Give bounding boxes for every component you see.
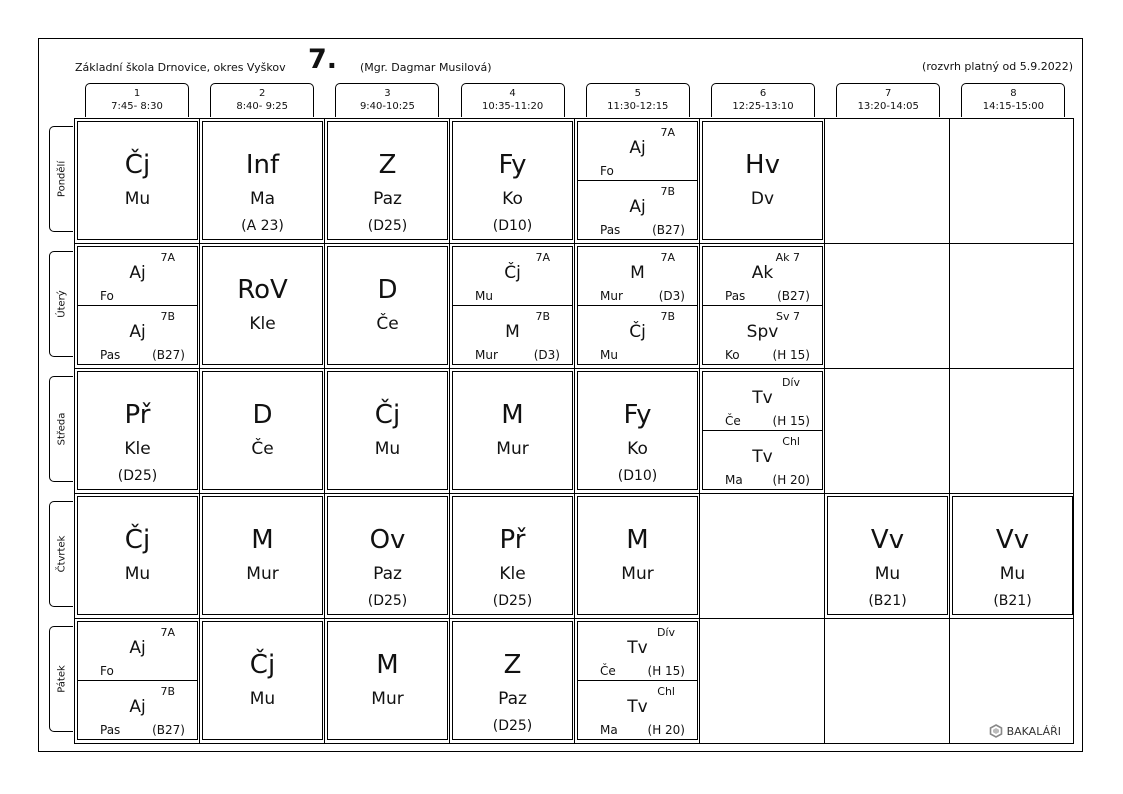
room: (B27) <box>777 289 810 303</box>
grid-column-line <box>699 119 700 743</box>
teacher: Mu <box>600 348 618 362</box>
subject: Aj <box>129 638 146 658</box>
subject: Čj <box>124 150 151 180</box>
room: (B27) <box>152 348 185 362</box>
room: (D3) <box>658 289 685 303</box>
teacher: Mur <box>621 564 654 584</box>
period-time: 9:40-10:25 <box>359 101 415 112</box>
lesson-cell[interactable] <box>452 621 573 740</box>
day-label-4 <box>49 501 73 607</box>
group-lesson <box>703 306 822 364</box>
teacher: Mu <box>874 564 901 584</box>
group-lesson <box>578 247 697 305</box>
lesson-cell[interactable] <box>577 371 698 490</box>
period-time: 7:45- 8:30 <box>111 101 163 112</box>
lesson-cell[interactable] <box>952 496 1073 615</box>
teacher: Kle <box>124 439 151 459</box>
teacher: Fo <box>600 164 614 178</box>
teacher: Če <box>600 664 616 678</box>
room: (B21) <box>868 593 907 609</box>
subject: Čj <box>124 525 151 555</box>
teacher: Če <box>376 314 399 334</box>
group-lesson <box>453 306 572 364</box>
group-lesson <box>78 681 197 739</box>
subject: M <box>505 322 520 342</box>
teacher: Mur <box>496 439 529 459</box>
lesson-cell[interactable] <box>577 496 698 615</box>
teacher: Dv <box>750 189 775 209</box>
teacher: Pas <box>100 348 121 362</box>
period-number: 5 <box>634 88 641 99</box>
day-label-5 <box>49 626 73 732</box>
teacher: Mur <box>371 689 404 709</box>
school-name: Základní škola Drnovice, okres Vyškov <box>75 61 286 74</box>
subject: Z <box>503 650 522 680</box>
room: (B21) <box>993 593 1032 609</box>
day-name: Středa <box>56 412 67 446</box>
lesson-cell[interactable] <box>702 121 823 240</box>
teacher: Ma <box>600 723 618 737</box>
grid-column-line <box>574 119 575 743</box>
day-name: Pátek <box>56 665 67 693</box>
group-label: 7B <box>660 310 675 323</box>
subject: Aj <box>629 197 646 217</box>
teacher: Ma <box>249 189 276 209</box>
teacher: Ko <box>725 348 740 362</box>
group-lesson <box>703 247 822 305</box>
teacher: Mu <box>124 189 151 209</box>
period-number: 7 <box>885 88 892 99</box>
teacher: Ko <box>627 439 648 459</box>
teacher: Pas <box>600 223 621 237</box>
subject: Tv <box>627 638 648 658</box>
period-time: 13:20-14:05 <box>857 101 919 112</box>
subject: Ak <box>751 263 774 283</box>
period-number: 1 <box>133 88 141 99</box>
teacher: Fo <box>100 289 114 303</box>
teacher: Mu <box>374 439 401 459</box>
subject: Čj <box>374 400 401 430</box>
split-lesson-cell[interactable] <box>452 246 573 365</box>
period-time: 8:40- 9:25 <box>236 101 289 112</box>
teacher: Če <box>251 439 274 459</box>
subject: M <box>376 650 399 680</box>
group-lesson <box>78 622 197 680</box>
grid-column-line <box>199 119 200 743</box>
grid-row-line <box>75 493 1073 494</box>
timetable-grid <box>74 118 1074 744</box>
room: (B27) <box>652 223 685 237</box>
lesson-cell[interactable] <box>202 496 323 615</box>
subject: Vv <box>995 525 1030 555</box>
teacher: Paz <box>373 564 402 584</box>
brand-label: BAKALÁŘI <box>1006 724 1061 738</box>
grid-column-line <box>824 119 825 743</box>
teacher: Mur <box>600 289 623 303</box>
room: (A 23) <box>241 218 284 234</box>
subject: Čj <box>504 263 521 283</box>
lesson-cell[interactable] <box>452 496 573 615</box>
group-lesson <box>578 681 697 739</box>
lesson-cell[interactable] <box>327 246 448 365</box>
group-label: 7B <box>535 310 550 323</box>
grid-row-line <box>75 368 1073 369</box>
period-time: 11:30-12:15 <box>607 101 669 112</box>
lesson-cell[interactable] <box>202 621 323 740</box>
teacher: Kle <box>249 314 276 334</box>
room: (D3) <box>533 348 560 362</box>
lesson-cell[interactable] <box>327 371 448 490</box>
group-lesson <box>78 247 197 305</box>
split-lesson-cell[interactable] <box>577 121 698 240</box>
split-lesson-cell[interactable] <box>702 246 823 365</box>
group-lesson <box>578 122 697 180</box>
period-header-3 <box>335 83 439 117</box>
period-time: 14:15-15:00 <box>982 101 1045 112</box>
day-label-2 <box>49 251 73 357</box>
group-label: 7A <box>160 626 175 639</box>
subject: D <box>377 275 398 305</box>
split-lesson-cell[interactable] <box>702 371 823 490</box>
period-header-8 <box>961 83 1065 117</box>
period-number: 3 <box>384 88 391 99</box>
teacher: Mur <box>475 348 498 362</box>
day-label-3 <box>49 376 73 482</box>
grid-row-line <box>75 618 1073 619</box>
period-header-2 <box>210 83 314 117</box>
teacher: Ma <box>725 473 743 487</box>
grid-row-line <box>75 243 1073 244</box>
teacher: Paz <box>498 689 527 709</box>
period-time: 10:35-11:20 <box>481 101 544 112</box>
lesson-cell[interactable] <box>327 621 448 740</box>
period-number: 8 <box>1010 88 1017 99</box>
group-label: Sv 7 <box>776 310 800 323</box>
period-header-5 <box>586 83 690 117</box>
class-teacher: (Mgr. Dagmar Musilová) <box>360 61 492 74</box>
grid-column-line <box>449 119 450 743</box>
lesson-cell[interactable] <box>327 121 448 240</box>
lesson-cell[interactable] <box>77 496 198 615</box>
teacher: Če <box>725 414 741 428</box>
subject: Čj <box>629 322 646 342</box>
subject: RoV <box>237 275 288 305</box>
group-lesson <box>703 372 822 430</box>
group-lesson <box>578 622 697 680</box>
period-header-6 <box>711 83 815 117</box>
group-label: 7B <box>660 185 675 198</box>
subject: Fy <box>623 400 652 430</box>
room: (H 20) <box>772 473 810 487</box>
room: (H 15) <box>772 348 810 362</box>
subject: Vv <box>870 525 905 555</box>
group-label: Chl <box>782 435 800 448</box>
subject: Z <box>378 150 397 180</box>
room: (D10) <box>617 468 658 484</box>
subject: Př <box>499 525 526 555</box>
day-name: Úterý <box>56 290 67 318</box>
bakalari-logo <box>989 724 1061 738</box>
teacher: Mu <box>124 564 151 584</box>
subject: Hv <box>745 150 780 180</box>
validity-date: (rozvrh platný od 5.9.2022) <box>922 60 1073 73</box>
lesson-cell[interactable] <box>202 121 323 240</box>
teacher: Mu <box>249 689 276 709</box>
teacher: Pas <box>725 289 746 303</box>
lesson-cell[interactable] <box>452 371 573 490</box>
subject: M <box>630 263 645 283</box>
lesson-cell[interactable] <box>827 496 948 615</box>
room: (H 15) <box>772 414 810 428</box>
group-label: 7A <box>160 251 175 264</box>
room: (D25) <box>117 468 158 484</box>
subject: Tv <box>752 447 773 467</box>
room: (D25) <box>492 718 533 734</box>
grid-column-line <box>324 119 325 743</box>
period-number: 6 <box>759 88 767 99</box>
subject: M <box>251 525 274 555</box>
subject: Tv <box>752 388 773 408</box>
subject: Spv <box>746 322 779 342</box>
subject: Čj <box>249 650 276 680</box>
period-time: 12:25-13:10 <box>732 101 794 112</box>
subject: Ov <box>369 525 406 555</box>
group-lesson <box>78 306 197 364</box>
period-number: 4 <box>509 88 516 99</box>
group-label: Dív <box>781 376 800 389</box>
day-label-1 <box>49 126 73 232</box>
lesson-cell[interactable] <box>77 371 198 490</box>
day-name: Čtvrtek <box>56 535 67 573</box>
subject: Aj <box>129 322 146 342</box>
lesson-cell[interactable] <box>77 121 198 240</box>
teacher: Mu <box>475 289 493 303</box>
teacher: Paz <box>373 189 402 209</box>
lesson-cell[interactable] <box>202 371 323 490</box>
teacher: Pas <box>100 723 121 737</box>
room: (H 15) <box>647 664 685 678</box>
subject: Fy <box>498 150 527 180</box>
room: (H 20) <box>647 723 685 737</box>
group-lesson <box>453 247 572 305</box>
split-lesson-cell[interactable] <box>77 621 198 740</box>
group-label: 7A <box>660 251 675 264</box>
period-header-7 <box>836 83 940 117</box>
teacher: Ko <box>502 189 523 209</box>
room: (D10) <box>492 218 533 234</box>
period-header-4 <box>461 83 565 117</box>
teacher: Kle <box>499 564 526 584</box>
class-name: 7. <box>308 44 338 75</box>
bakalari-logo-icon <box>989 724 1003 738</box>
lesson-cell[interactable] <box>452 121 573 240</box>
room: (D25) <box>492 593 533 609</box>
group-label: 7B <box>160 310 175 323</box>
lesson-cell[interactable] <box>327 496 448 615</box>
subject: Tv <box>627 697 648 717</box>
split-lesson-cell[interactable] <box>577 246 698 365</box>
subject: D <box>252 400 273 430</box>
teacher: Mur <box>246 564 279 584</box>
subject: Aj <box>629 138 646 158</box>
group-label: 7B <box>160 685 175 698</box>
split-lesson-cell[interactable] <box>577 621 698 740</box>
room: (D25) <box>367 593 408 609</box>
subject: Př <box>124 400 151 430</box>
split-lesson-cell[interactable] <box>77 246 198 365</box>
group-label: Dív <box>656 626 675 639</box>
subject: Aj <box>129 697 146 717</box>
period-number: 2 <box>259 88 266 99</box>
group-label: Ak 7 <box>775 251 800 264</box>
group-lesson <box>578 306 697 364</box>
group-label: Chl <box>657 685 675 698</box>
lesson-cell[interactable] <box>202 246 323 365</box>
group-label: 7A <box>535 251 550 264</box>
subject: M <box>626 525 649 555</box>
subject: Aj <box>129 263 146 283</box>
group-label: 7A <box>660 126 675 139</box>
day-name: Pondělí <box>56 160 67 198</box>
grid-column-line <box>949 119 950 743</box>
subject: Inf <box>245 150 280 180</box>
room: (B27) <box>152 723 185 737</box>
room: (D25) <box>367 218 408 234</box>
teacher: Mu <box>999 564 1026 584</box>
period-header-1 <box>85 83 189 117</box>
teacher: Fo <box>100 664 114 678</box>
group-lesson <box>703 431 822 489</box>
group-lesson <box>578 181 697 239</box>
subject: M <box>501 400 524 430</box>
